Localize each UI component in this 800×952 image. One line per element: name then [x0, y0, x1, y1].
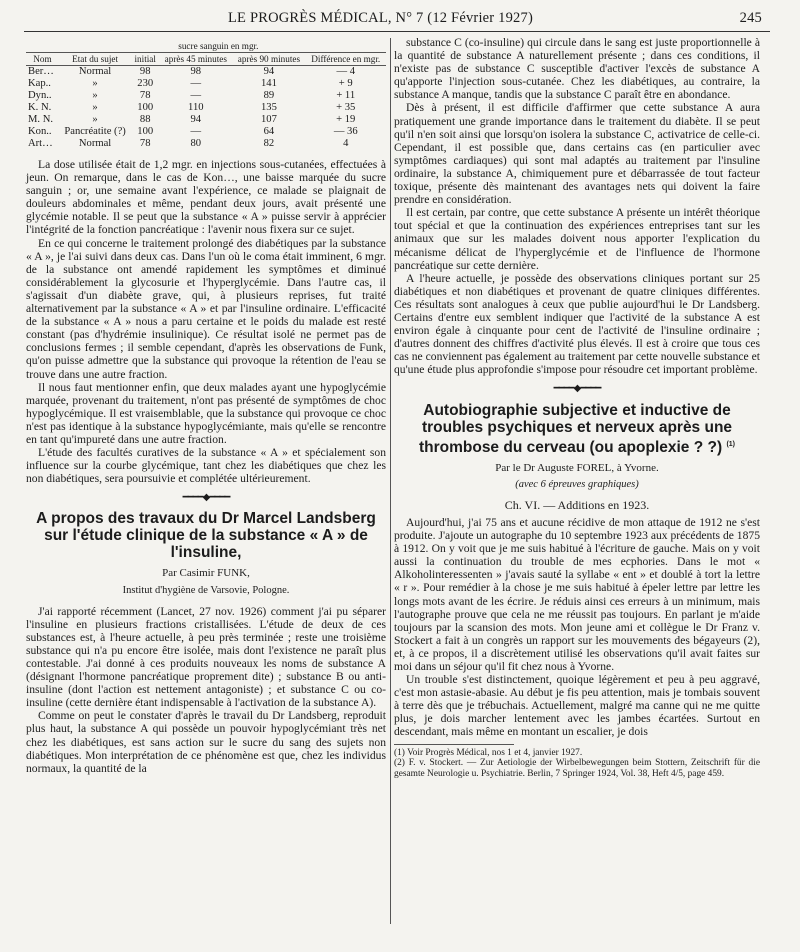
article2-byline: Par le Dr Auguste FOREL, à Yvorne. [495, 461, 659, 474]
table-cell-initial: 88 [139, 114, 151, 125]
article2-title-note: (1) [726, 440, 736, 448]
table-cell-m45: — [190, 126, 202, 137]
table-cell-nom: Dyn.. [28, 90, 52, 101]
left-column [26, 36, 386, 775]
table-row [26, 66, 386, 79]
table-cell-initial: 78 [139, 138, 151, 149]
col-header-45: après 45 minutes [159, 53, 232, 66]
article1-body [26, 605, 386, 775]
table-cell-diff: + 35 [336, 102, 356, 113]
table-cell-m45: — [190, 78, 202, 89]
table-cell-etat: Normal [78, 138, 112, 149]
table-cell-m90: 64 [263, 126, 275, 137]
column-divider [390, 38, 391, 924]
paragraph: La dose utilisée était de 1,2 mgr. en injections sous-cutanées, effectuées à jeun. On remarque, dans le cas de Kon…, une baisse marquée du sucre sanguin ; or, une semaine avant l'expérience, ce malade se plaignait de douleurs abdominales et même, pendant deux jours, avait présenté une glycémie notable. Il se peut que la substance « A » puisse servir à apprécier l'intégrité de la fonction pancréatique : l'avenir nous fixera sur ce sujet. [26, 158, 386, 237]
table-cell-diff: + 9 [338, 78, 353, 89]
table-row [26, 138, 386, 150]
table-cell-diff: — 4 [336, 66, 355, 77]
table-cell-initial: 230 [137, 78, 154, 89]
col-header-90: après 90 minutes [232, 53, 305, 66]
table-cell-m90: 82 [263, 138, 275, 149]
paragraph: Un trouble s'est distinctement, quoique légèrement et peu à peu aggravé, c'est mon astasie-abasie. Au début je fis peu attention, mais je tombais souvent à terre dès que je trébuchais. Actuellement, malgré ma canne qui ne me quitte plus, je dois marcher lentement avec les jambes écartées. Surtout en descendant, mais même en montant un escalier, je dois [394, 673, 760, 739]
table-cell-initial: 100 [137, 126, 154, 137]
table-cell-initial: 100 [137, 102, 154, 113]
table-cell-m90: 107 [260, 114, 277, 125]
left-body [26, 158, 386, 485]
page-number: 245 [739, 10, 762, 26]
table-cell-initial: 78 [139, 90, 151, 101]
table-cell-diff: + 19 [336, 114, 356, 125]
paragraph: J'ai rapporté récemment (Lancet, 27 nov. 1926) comment j'ai pu séparer l'insuline en plusieurs fractions cristallisées. L'étude de deux de ces substances est, à l'heure actuelle, à peu près terminée ; reste une troisième substance qui n'a pu encore être isolée, mais dont l'existence ne paraît plus contestable. J'ai donné à ces produits nouveaux les noms de substance A (désignant l'hormone pancréatique proprement dite) ; substance B ou anti-insuline (dont l'action est nettement antagoniste) ; et substance C ou co-insuline (cette dernière étant indispensable à l'activation de la substance A). [26, 604, 386, 710]
table-cell-m45: 94 [190, 114, 202, 125]
running-header [0, 10, 800, 30]
table-cell-nom: K. N. [28, 102, 52, 113]
table-cell-nom: Kap.. [28, 78, 51, 89]
col-header-initial: initial [131, 53, 159, 66]
table-cell-m90: 89 [263, 90, 275, 101]
paragraph: Comme on peut le constater d'après le travail du Dr Landsberg, reproduit plus haut, la substance A qui possède un pouvoir hypoglycémiant très net chez les diabétiques, est sans action sur le sucre du sang des sujets non diabétiques. Mon interprétation de ce phénomène est que, chez les individus normaux, la quantité de la [26, 709, 386, 775]
article1-title: A propos des travaux du Dr Marcel Landsberg sur l'étude clinique de la substance « A » de l'insuline, [36, 510, 376, 562]
table-cell-m45: 80 [190, 138, 202, 149]
table-cell-m90: 141 [260, 78, 277, 89]
paragraph: substance C (co-insuline) qui circule dans le sang est juste proportionnelle à la quantité de substance A naturellement présente ; dans ces conditions, il n'existe pas de substance C susceptible d'activer l'excès de substance A qu'apporte l'injection sous-cutanée. Chez les diabétiques, au contraire, la substance A manque, tandis que la substance C paraît être en abondance. [394, 36, 760, 102]
table-cell-m90: 94 [263, 66, 275, 77]
table-cell-etat: Pancréatite (?) [64, 126, 126, 137]
footnotes [394, 748, 760, 780]
table-cell-nom: Art… [28, 138, 53, 149]
table-cell-etat: » [92, 90, 98, 101]
table-cell-initial: 98 [139, 66, 151, 77]
table-cell-nom: Ber… [28, 66, 54, 77]
table-cell-m45: — [190, 90, 202, 101]
right-body [394, 36, 760, 376]
table-cell-etat: » [92, 114, 98, 125]
header-rule [24, 31, 770, 32]
right-column [394, 36, 760, 780]
col-header-nom: Nom [26, 53, 59, 66]
footnote-rule [394, 744, 514, 745]
article2-title-text: Autobiographie subjective et inductive de troubles psychiques et nerveux après une thrombose du cerveau (ou apoplexie ? ?) [418, 401, 733, 456]
table-cell-m90: 135 [260, 102, 277, 113]
article1-byline: Par Casimir FUNK, [162, 567, 250, 580]
paragraph: L'étude des facultés curatives de la substance « A » et spécialement son influence sur la courbe glycémique, tant chez les diabétiques que chez les non diabétiques, sera poursuivie et complétée ultérieurement. [26, 446, 386, 486]
table-cell-nom: M. N. [28, 114, 54, 125]
paragraph: Aujourd'hui, j'ai 75 ans et aucune récidive de mon attaque de 1912 ne s'est produite. J'ajoute un autographe du 10 septembre 1923 aux précédents de 1875 à 1912. On y voit que je me suis habitué à l'écriture de gauche. Mais on y voit aussi la continuation du trouble de mes ecphories. Dans le mot « Alkoholinteressenten » j'avais sauté la syllabe « ent » et doublé à tort la lettre « r ». Pour remédier à la chose je me suis habitué à épeler lettre par lettre les longs mots avant de les écrire. Je réduis ainsi ces erreurs à un minimum, mais l'autographe prouve que cela ne me réussit pas toujours. En parlant je m'aide toujours par la scansion des mots. Mon jeune ami et collègue le Dr Franz v. Stockert a fait à un congrès un rapport sur les mouvements des bégayeurs (2), et, à ce propos, il a discrètement utilisé les observations qu'il avait faites sur moi dans un séjour qu'il fit chez nous à Yvorne. [394, 515, 760, 673]
glycemia-table [26, 40, 386, 150]
journal-title: LE PROGRÈS MÉDICAL, N° 7 (12 Février 1927) [228, 10, 533, 26]
section-separator: ━━━━◆━━━━ [182, 492, 230, 504]
footnote: (1) Voir Progrès Médical, nos 1 et 4, janvier 1927. [394, 747, 583, 758]
table-cell-diff: — 36 [333, 126, 358, 137]
table-row [26, 90, 386, 102]
article2-body [394, 516, 760, 739]
table-cell-etat: » [92, 102, 98, 113]
paragraph: Dès à présent, il est difficile d'affirmer que cette substance A aura pratiquement une grande importance dans le traitement du diabète. Il se peut qu'il n'en soit ainsi que lorsqu'on isolera la substance C, activatrice de celle-ci. Cependant, il est possible que, dans certains cas (en particulier avec symptômes cardiaques) qui sont mal adaptés au traitement par l'insuline ordinaire, la substance A, chimiquement pure et débarrassée de tout facteur toxique, présente dès maintenant des avantages nets qui doivent la faire prendre en considération. [394, 101, 760, 207]
table-cell-diff: + 11 [336, 90, 356, 101]
table-cell-nom: Kon.. [28, 126, 52, 137]
paragraph: A l'heure actuelle, je possède des observations cliniques portant sur 25 diabétiques et non diabétiques et provenant de quatre cliniques différentes. Ces résultats sont analogues à ceux que publie aujourd'hui le Dr Landsberg. Certains d'entre eux semblent indiquer que l'activité de la substance A est environ égale à cinquante pour cent de l'activité de l'insuline ordinaire ; d'autres donnent des chiffres d'activité plus élevés. Il est à croire que tous ces cas ne conviennent pas également au traitement par cette nouvelle substance et qu'une étude plus approfondie s'impose pour résoudre cet important problème. [394, 271, 760, 377]
table-cell-m45: 98 [190, 66, 202, 77]
table-row [26, 114, 386, 126]
table-cell-etat: » [92, 78, 98, 89]
paragraph: En ce qui concerne le traitement prolongé des diabétiques par la substance « A », je l'ai suivi dans deux cas. Dans l'un où le coma était imminent, 6 mgr. de la substance ont amendé rapidement les symptômes et diminué considérablement la glycosurie et l'hyperglycémie. Dans l'autre cas, il s'agissait d'un diabète grave, qui, à plusieurs reprises, fut traité alternativement par la substance « A » et par l'insuline ordinaire. L'efficacité de la substance « A » nous a paru certaine et le poids du malade est resté constant (pas d'hydrémie insulinique). Ce résultat isolé ne permet pas de conclusions fermes ; il semble cependant, d'après les observations de Funk, qu'on puisse admettre que la substance qui provoque la rétention de l'eau se trouve dans une autre fraction. [26, 236, 386, 381]
article1-affiliation: Institut d'hygiène de Varsovie, Pologne. [122, 584, 290, 596]
table-group-header: sucre sanguin en mgr. [178, 41, 259, 51]
article2-chapter: Ch. VI. — Additions en 1923. [504, 497, 650, 512]
paragraph: Il nous faut mentionner enfin, que deux malades ayant une hypoglycémie marquée, provenant du traitement, n'ont pas présenté de symptômes de choc hypoglycémique. Il est vraisemblable, que la substance qui provoque ce choc n'est pas identique à la substance hypoglycémiante, mais qu'elle se rencontre en tant qu'impureté dans une autre fraction. [26, 380, 386, 446]
paragraph: Il est certain, par contre, que cette substance A présente un intérêt théorique tout spécial et que la continuation des expériences entreprises tant sur les animaux que sur les malades doivent nous apporter l'explication du mécanisme délicat de l'hyperglycémie et de l'influence de l'hormone pancréatique sur cette dernière. [394, 206, 760, 272]
section-separator: ━━━━◆━━━━ [553, 383, 601, 395]
article2-subtitle: (avec 6 épreuves graphiques) [515, 478, 639, 490]
footnote: (2) F. v. Stockert. — Zur Aetiologie der Wirbelbewegungen beim Stottern, Zeitschrift für die gesamte Neurologie u. Psychiatrie. Berlin, 7 Springer 1924, Vol. 38, Heft 4/5, page 459. [394, 758, 760, 780]
table-row [26, 78, 386, 90]
table-row [26, 126, 386, 138]
table-cell-diff: 4 [343, 138, 349, 149]
col-header-etat: Etat du sujet [59, 53, 131, 66]
table-row [26, 102, 386, 114]
table-cell-etat: Normal [78, 66, 112, 77]
col-header-diff: Différence en mgr. [305, 53, 386, 66]
table-cell-m45: 110 [188, 102, 204, 113]
article2-title [394, 402, 760, 456]
